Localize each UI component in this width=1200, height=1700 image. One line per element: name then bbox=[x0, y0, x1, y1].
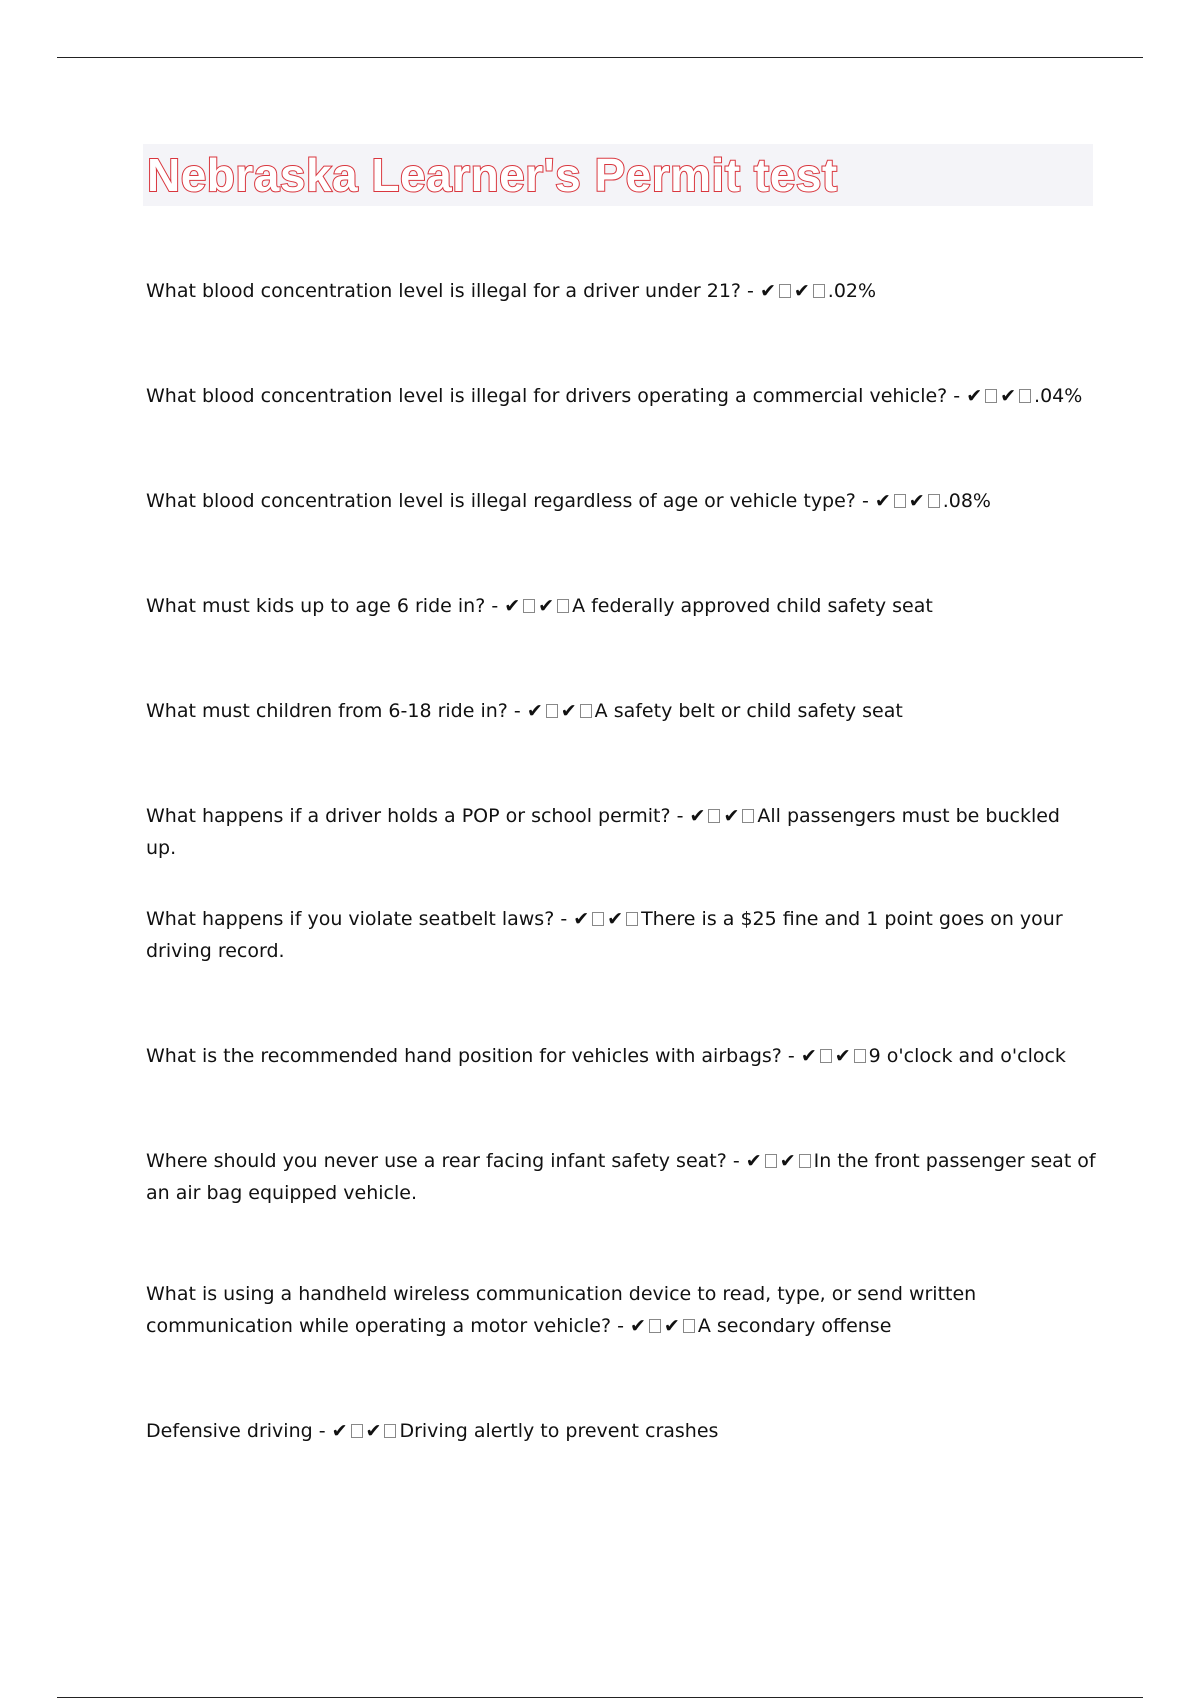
box-icon bbox=[765, 1154, 777, 1168]
answer-text: In the front passenger seat of an air bag equipped vehicle. bbox=[146, 1150, 1096, 1204]
box-icon bbox=[799, 1154, 811, 1168]
question-text: What is the recommended hand position for vehicles with airbags? bbox=[146, 1045, 782, 1067]
question-text: Where should you never use a rear facing infant safety seat? bbox=[146, 1150, 727, 1172]
qa-item bbox=[146, 1278, 1096, 1342]
qa-item bbox=[146, 1145, 1096, 1209]
check-icon: ✔ bbox=[908, 490, 925, 512]
box-icon bbox=[683, 1319, 695, 1333]
box-icon bbox=[557, 599, 569, 613]
box-icon bbox=[894, 494, 906, 508]
check-icon: ✔ bbox=[759, 280, 776, 302]
box-icon bbox=[820, 1049, 832, 1063]
check-icon: ✔ bbox=[1000, 385, 1017, 407]
box-icon bbox=[626, 912, 638, 926]
box-icon bbox=[928, 494, 940, 508]
question-text: What is using a handheld wireless communication device to read, type, or send written communication while operating a motor vehicle? bbox=[146, 1283, 977, 1337]
qa-item bbox=[146, 275, 1096, 307]
box-icon bbox=[742, 809, 754, 823]
box-icon bbox=[384, 1424, 396, 1438]
answer-text: A safety belt or child safety seat bbox=[594, 700, 903, 722]
check-icon: ✔ bbox=[573, 908, 590, 930]
question-text: What must children from 6-18 ride in? bbox=[146, 700, 508, 722]
box-icon bbox=[523, 599, 535, 613]
answer-text: All passengers must be buckled up. bbox=[146, 805, 1060, 859]
box-icon bbox=[854, 1049, 866, 1063]
check-icon: ✔ bbox=[966, 385, 983, 407]
box-icon bbox=[592, 912, 604, 926]
check-icon: ✔ bbox=[663, 1315, 680, 1337]
qa-item bbox=[146, 695, 1096, 727]
answer-text: .08% bbox=[942, 490, 991, 512]
box-icon bbox=[708, 809, 720, 823]
question-text: What must kids up to age 6 ride in? bbox=[146, 595, 486, 617]
bottom-rule bbox=[57, 1697, 1143, 1698]
check-icon: ✔ bbox=[834, 1045, 851, 1067]
check-icon: ✔ bbox=[723, 805, 740, 827]
separator: - bbox=[670, 805, 690, 827]
box-icon bbox=[813, 284, 825, 298]
box-icon bbox=[779, 284, 791, 298]
answer-text: .04% bbox=[1034, 385, 1083, 407]
question-text: What blood concentration level is illegal for drivers operating a commercial vehicle? bbox=[146, 385, 948, 407]
check-icon: ✔ bbox=[331, 1420, 348, 1442]
check-icon: ✔ bbox=[800, 1045, 817, 1067]
separator: - bbox=[507, 700, 527, 722]
box-icon bbox=[546, 704, 558, 718]
check-icon: ✔ bbox=[504, 595, 521, 617]
answer-text: A federally approved child safety seat bbox=[572, 595, 933, 617]
answer-text: .02% bbox=[827, 280, 877, 302]
separator: - bbox=[611, 1315, 630, 1337]
qa-item bbox=[146, 590, 1096, 622]
check-icon: ✔ bbox=[793, 280, 810, 302]
separator: - bbox=[485, 595, 505, 617]
qa-item bbox=[146, 903, 1096, 967]
qa-item bbox=[146, 485, 1096, 517]
check-icon: ✔ bbox=[779, 1150, 796, 1172]
qa-item bbox=[146, 380, 1096, 412]
question-text: What happens if a driver holds a POP or school permit? bbox=[146, 805, 671, 827]
separator: - bbox=[781, 1045, 801, 1067]
answer-text: There is a $25 fine and 1 point goes on your driving record. bbox=[146, 908, 1063, 962]
check-icon: ✔ bbox=[874, 490, 891, 512]
check-icon: ✔ bbox=[745, 1150, 762, 1172]
separator: - bbox=[312, 1420, 332, 1442]
title-banner bbox=[143, 144, 1093, 206]
separator: - bbox=[947, 385, 967, 407]
check-icon: ✔ bbox=[689, 805, 706, 827]
question-text: What blood concentration level is illegal for a driver under 21? bbox=[146, 280, 741, 302]
check-icon: ✔ bbox=[365, 1420, 382, 1442]
qa-item bbox=[146, 1415, 1096, 1447]
top-rule bbox=[57, 57, 1143, 58]
check-icon: ✔ bbox=[607, 908, 624, 930]
check-icon: ✔ bbox=[538, 595, 555, 617]
answer-text: A secondary offense bbox=[697, 1315, 892, 1337]
check-icon: ✔ bbox=[560, 700, 577, 722]
qa-item bbox=[146, 1040, 1096, 1072]
question-text: What blood concentration level is illegal regardless of age or vehicle type? bbox=[146, 490, 856, 512]
question-text: What happens if you violate seatbelt laws? bbox=[146, 908, 555, 930]
separator: - bbox=[741, 280, 760, 302]
separator: - bbox=[554, 908, 574, 930]
check-icon: ✔ bbox=[526, 700, 543, 722]
page-title: Nebraska Learner's Permit test bbox=[147, 149, 838, 201]
box-icon bbox=[580, 704, 592, 718]
answer-text: Driving alertly to prevent crashes bbox=[399, 1420, 719, 1442]
qa-item bbox=[146, 800, 1096, 864]
answer-text: 9 o'clock and o'clock bbox=[868, 1045, 1066, 1067]
box-icon bbox=[351, 1424, 363, 1438]
separator: - bbox=[855, 490, 875, 512]
check-icon: ✔ bbox=[629, 1315, 646, 1337]
box-icon bbox=[1019, 389, 1031, 403]
question-text: Defensive driving bbox=[146, 1420, 313, 1442]
box-icon bbox=[649, 1319, 661, 1333]
separator: - bbox=[726, 1150, 746, 1172]
box-icon bbox=[985, 389, 997, 403]
